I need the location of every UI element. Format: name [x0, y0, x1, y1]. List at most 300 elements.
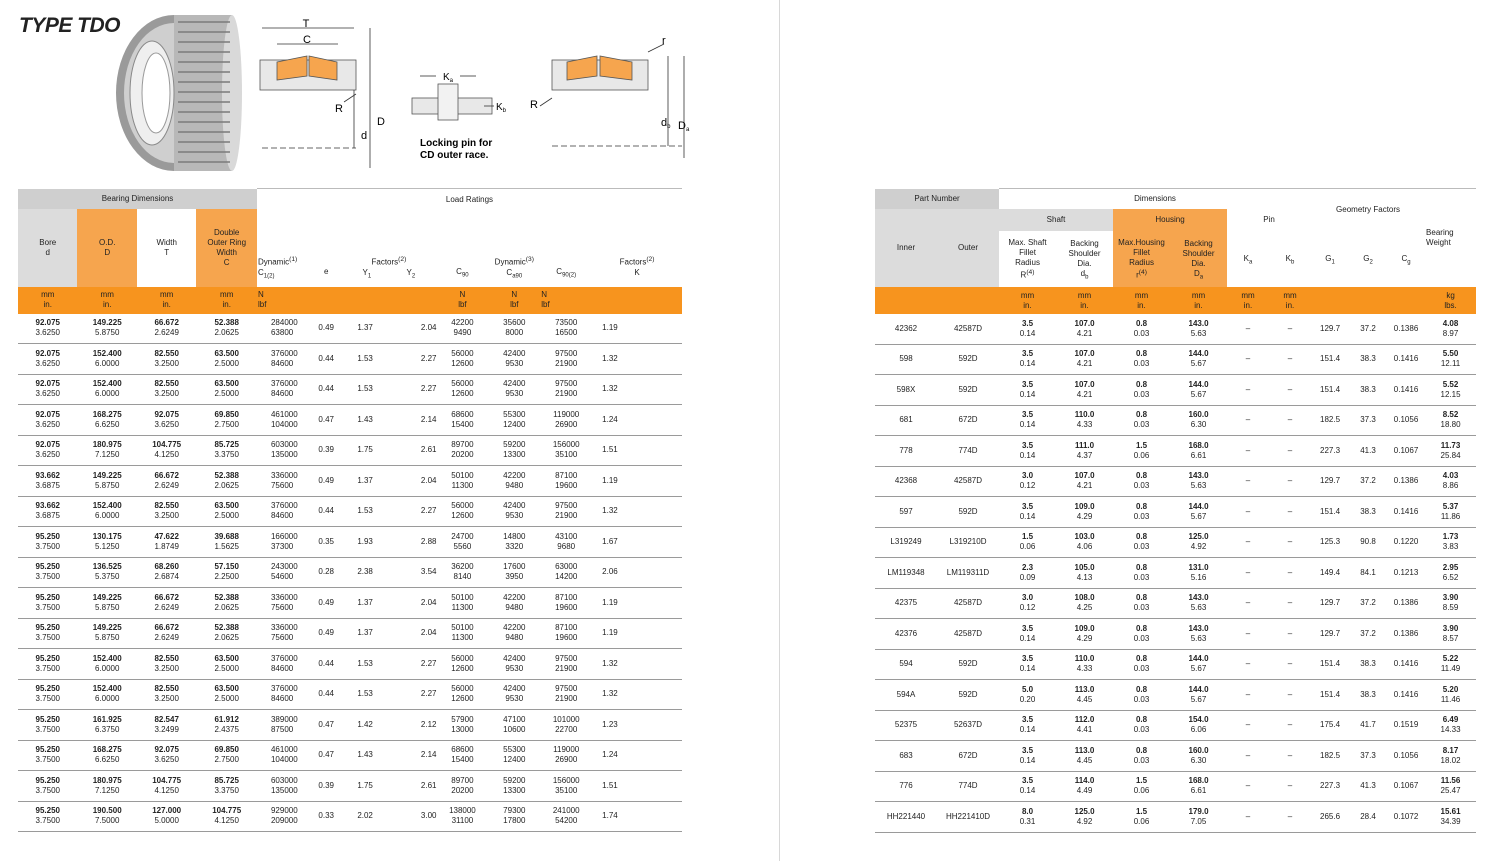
- outer-ring-width-cell: 69.850 2.7500: [196, 405, 257, 436]
- inner-part-cell: LM119348: [875, 558, 937, 589]
- outer-part-cell: 42587D: [937, 466, 999, 497]
- y1-cell: 1.43: [341, 405, 389, 436]
- shaft-shoulder-cell: 108.0 4.25: [1056, 588, 1113, 619]
- bore-cell: 95.250 3.7500: [18, 588, 77, 619]
- housing-fillet-cell: 0.8 0.03: [1113, 588, 1170, 619]
- outer-part-cell: 672D: [937, 405, 999, 436]
- shaft-fillet-cell: 3.0 0.12: [999, 588, 1056, 619]
- housing-shoulder-cell: 144.0 5.67: [1170, 497, 1227, 528]
- outer-part-cell: 42587D: [937, 588, 999, 619]
- shaft-fillet-cell: 3.5 0.14: [999, 375, 1056, 406]
- table-row: [875, 741, 1476, 772]
- figure-caption-line1: Locking pin for: [420, 138, 493, 149]
- table-row: [18, 344, 682, 375]
- weight-cell: 11.56 25.47: [1425, 771, 1476, 802]
- bore-header: Bore d: [18, 209, 77, 287]
- outer-ring-width-cell: 85.725 3.3750: [196, 771, 257, 802]
- ca90-cell: 59200 13300: [488, 435, 540, 466]
- g1-cell: 151.4: [1311, 375, 1349, 406]
- y2-cell: 2.27: [389, 679, 437, 710]
- inner-part-cell: 683: [875, 741, 937, 772]
- c90-cell: 56000 12600: [436, 679, 488, 710]
- bearing-dimensions-header: Bearing Dimensions: [18, 189, 257, 209]
- c90-cell: 50100 11300: [436, 618, 488, 649]
- g1-cell: 129.7: [1311, 588, 1349, 619]
- load-ratings-table: [18, 188, 682, 832]
- width-cell: 66.672 2.6249: [137, 588, 196, 619]
- cg-cell: 0.1416: [1387, 375, 1425, 406]
- kb-cell: –: [1269, 649, 1311, 680]
- y1-cell: 1.43: [341, 740, 389, 771]
- width-cell: 68.260 2.6874: [137, 557, 196, 588]
- table-row: [875, 314, 1476, 344]
- y2-cell: 2.14: [389, 405, 437, 436]
- g2-cell: 41.7: [1349, 710, 1387, 741]
- e-cell: 0.28: [311, 557, 341, 588]
- outer-ring-width-cell: 52.388 2.0625: [196, 618, 257, 649]
- ca90-cell: 42200 9480: [488, 588, 540, 619]
- bore-cell: 92.075 3.6250: [18, 405, 77, 436]
- width-header: Width T: [137, 209, 196, 287]
- kb-cell: –: [1269, 527, 1311, 558]
- housing-fillet-cell: 0.8 0.03: [1113, 527, 1170, 558]
- c90-cell: 56000 12600: [436, 496, 488, 527]
- housing-fillet-cell: 0.8 0.03: [1113, 558, 1170, 589]
- weight-cell: 5.52 12.15: [1425, 375, 1476, 406]
- shaft-fillet-cell: 3.5 0.14: [999, 405, 1056, 436]
- ka-cell: –: [1227, 771, 1269, 802]
- outer-ring-width-cell: 57.150 2.2500: [196, 557, 257, 588]
- od-cell: 190.500 7.5000: [77, 801, 136, 832]
- housing-fillet-cell: 0.8 0.03: [1113, 680, 1170, 711]
- inner-part-cell: L319249: [875, 527, 937, 558]
- y1-cell: 1.53: [341, 679, 389, 710]
- housing-shoulder-cell: 154.0 6.06: [1170, 710, 1227, 741]
- table-row: [875, 344, 1476, 375]
- width-cell: 104.775 4.1250: [137, 435, 196, 466]
- kb-cell: –: [1269, 375, 1311, 406]
- housing-fillet-cell: 0.8 0.03: [1113, 497, 1170, 528]
- outer-ring-width-cell: 61.912 2.4375: [196, 710, 257, 741]
- g2-cell: 41.3: [1349, 771, 1387, 802]
- bore-cell: 93.662 3.6875: [18, 496, 77, 527]
- kb-cell: –: [1269, 558, 1311, 589]
- cg-cell: 0.1386: [1387, 588, 1425, 619]
- inner-part-cell: 776: [875, 771, 937, 802]
- g2-cell: 38.3: [1349, 375, 1387, 406]
- table-row: [875, 375, 1476, 406]
- inner-part-cell: HH221440: [875, 802, 937, 833]
- weight-cell: 6.49 14.33: [1425, 710, 1476, 741]
- ka-cell: –: [1227, 527, 1269, 558]
- inner-part-cell: 681: [875, 405, 937, 436]
- outer-part-cell: 592D: [937, 649, 999, 680]
- y2-cell: 3.00: [389, 801, 437, 832]
- outer-part-cell: 672D: [937, 741, 999, 772]
- cg-cell: 0.1056: [1387, 741, 1425, 772]
- housing-shoulder-cell: 160.0 6.30: [1170, 405, 1227, 436]
- bearing-figures: [112, 8, 692, 183]
- housing-fillet-cell: 0.8 0.03: [1113, 466, 1170, 497]
- figure-caption-line2: CD outer race.: [420, 150, 489, 161]
- g1-cell: 151.4: [1311, 344, 1349, 375]
- e-cell: 0.49: [311, 588, 341, 619]
- cg-cell: 0.1220: [1387, 527, 1425, 558]
- c902-cell: 97500 21900: [540, 649, 592, 680]
- c90-cell: 36200 8140: [436, 557, 488, 588]
- y1-cell: 1.75: [341, 771, 389, 802]
- table-row: [18, 466, 682, 497]
- housing-fillet-cell: 0.8 0.03: [1113, 344, 1170, 375]
- dynamic-c1-cell: 336000 75600: [257, 466, 311, 497]
- dynamic-c1-cell: 336000 75600: [257, 618, 311, 649]
- outer-part-cell: 592D: [937, 497, 999, 528]
- g1-cell: 129.7: [1311, 314, 1349, 344]
- outer-part-cell: 52637D: [937, 710, 999, 741]
- housing-shoulder-cell: 143.0 5.63: [1170, 314, 1227, 344]
- width-cell: 82.550 3.2500: [137, 344, 196, 375]
- kb-cell: –: [1269, 771, 1311, 802]
- shaft-shoulder-cell: 107.0 4.21: [1056, 314, 1113, 344]
- c90-cell: 68600 15400: [436, 405, 488, 436]
- shaft-shoulder-cell: 113.0 4.45: [1056, 741, 1113, 772]
- k-cell: 1.19: [592, 618, 682, 649]
- c90-cell: 50100 11300: [436, 588, 488, 619]
- y2-cell: 2.04: [389, 466, 437, 497]
- table-row: [18, 557, 682, 588]
- table-row: [18, 740, 682, 771]
- e-cell: 0.47: [311, 740, 341, 771]
- g1-cell: 151.4: [1311, 680, 1349, 711]
- weight-cell: 4.08 8.97: [1425, 314, 1476, 344]
- weight-cell: 4.03 8.86: [1425, 466, 1476, 497]
- c902-cell: 63000 14200: [540, 557, 592, 588]
- c902-cell: 87100 19600: [540, 618, 592, 649]
- y2-cell: 2.14: [389, 740, 437, 771]
- ka-cell: –: [1227, 375, 1269, 406]
- table-row: [875, 619, 1476, 650]
- od-cell: 180.975 7.1250: [77, 771, 136, 802]
- g1-cell: 182.5: [1311, 741, 1349, 772]
- housing-shoulder-cell: 144.0 5.67: [1170, 375, 1227, 406]
- e-cell: 0.44: [311, 496, 341, 527]
- ca90-cell: 17600 3950: [488, 557, 540, 588]
- dim-d-label: d: [361, 130, 368, 142]
- c902-cell: 119000 26900: [540, 740, 592, 771]
- housing-fillet-cell: 0.8 0.03: [1113, 405, 1170, 436]
- kb-cell: –: [1269, 344, 1311, 375]
- cg-cell: 0.1519: [1387, 710, 1425, 741]
- dynamic-c1-cell: 603000 135000: [257, 771, 311, 802]
- outer-part-cell: 42587D: [937, 314, 999, 344]
- shaft-fillet-cell: 3.5 0.14: [999, 649, 1056, 680]
- housing-shoulder-cell: 143.0 5.63: [1170, 466, 1227, 497]
- y2-cell: 2.27: [389, 649, 437, 680]
- y1-cell: 1.53: [341, 496, 389, 527]
- ca90-cell: 55300 12400: [488, 740, 540, 771]
- table-row: [18, 649, 682, 680]
- cg-cell: 0.1067: [1387, 771, 1425, 802]
- ca90-cell: 47100 10600: [488, 710, 540, 741]
- od-cell: 152.400 6.0000: [77, 374, 136, 405]
- housing-fillet-cell: 0.8 0.03: [1113, 710, 1170, 741]
- outer-ring-width-cell: 52.388 2.0625: [196, 588, 257, 619]
- part-number-header: Part Number: [875, 189, 999, 210]
- g1-cell: 151.4: [1311, 649, 1349, 680]
- weight-cell: 5.20 11.46: [1425, 680, 1476, 711]
- y1-cell: 1.37: [341, 588, 389, 619]
- ka-cell: –: [1227, 344, 1269, 375]
- inner-part-cell: 594A: [875, 680, 937, 711]
- shaft-fillet-cell: 3.5 0.14: [999, 741, 1056, 772]
- cg-cell: 0.1416: [1387, 344, 1425, 375]
- dim-Kb-label: $K_b$: [496, 102, 507, 114]
- bore-cell: 95.250 3.7500: [18, 527, 77, 558]
- k-cell: 1.23: [592, 710, 682, 741]
- bore-cell: 95.250 3.7500: [18, 740, 77, 771]
- inner-part-cell: 52375: [875, 710, 937, 741]
- c90-cell: 57900 13000: [436, 710, 488, 741]
- ka-cell: –: [1227, 558, 1269, 589]
- g2-cell: 90.8: [1349, 527, 1387, 558]
- cg-cell: 0.1072: [1387, 802, 1425, 833]
- od-cell: 180.975 7.1250: [77, 435, 136, 466]
- housing-fillet-cell: 0.8 0.03: [1113, 314, 1170, 344]
- c902-header: $C_{90(2)}$: [540, 247, 592, 287]
- shaft-shoulder-cell: 109.0 4.29: [1056, 619, 1113, 650]
- shaft-shoulder-cell: 107.0 4.21: [1056, 375, 1113, 406]
- y2-cell: 2.04: [389, 588, 437, 619]
- shaft-shoulder-cell: 105.0 4.13: [1056, 558, 1113, 589]
- y1-cell: 1.42: [341, 710, 389, 741]
- weight-cell: 11.73 25.84: [1425, 436, 1476, 467]
- table-row: [875, 649, 1476, 680]
- y1-cell: 1.75: [341, 435, 389, 466]
- c90-cell: 56000 12600: [436, 649, 488, 680]
- outer-part-cell: 592D: [937, 375, 999, 406]
- shaft-fillet-cell: 2.3 0.09: [999, 558, 1056, 589]
- g2-cell: 38.3: [1349, 344, 1387, 375]
- outer-header: Outer: [937, 209, 999, 287]
- outer-ring-width-cell: 69.850 2.7500: [196, 740, 257, 771]
- weight-cell: 15.61 34.39: [1425, 802, 1476, 833]
- k-cell: 1.32: [592, 374, 682, 405]
- kb-cell: –: [1269, 314, 1311, 344]
- k-cell: 1.32: [592, 496, 682, 527]
- shaft-shoulder-cell: 125.0 4.92: [1056, 802, 1113, 833]
- table-row: [18, 588, 682, 619]
- ca90-cell: 42400 9530: [488, 374, 540, 405]
- housing-shoulder-cell: 144.0 5.67: [1170, 344, 1227, 375]
- kb-cell: –: [1269, 588, 1311, 619]
- od-header: O.D. D: [77, 209, 136, 287]
- dim-R2-label: R: [530, 99, 538, 111]
- width-cell: 82.550 3.2500: [137, 496, 196, 527]
- cg-cell: 0.1386: [1387, 466, 1425, 497]
- housing-fillet-cell: 0.8 0.03: [1113, 649, 1170, 680]
- kb-cell: –: [1269, 619, 1311, 650]
- ca90-cell: 42200 9480: [488, 466, 540, 497]
- y1-cell: 2.02: [341, 801, 389, 832]
- ca90-cell: 42400 9530: [488, 649, 540, 680]
- shaft-fillet-cell: 3.5 0.14: [999, 436, 1056, 467]
- k-cell: 1.24: [592, 405, 682, 436]
- c902-cell: 156000 35100: [540, 771, 592, 802]
- g1-cell: 129.7: [1311, 466, 1349, 497]
- table-row: [875, 588, 1476, 619]
- factors-y-header: Factors$^{(2)}$ $Y_1$ $Y_2$: [341, 247, 436, 287]
- bore-cell: 95.250 3.7500: [18, 801, 77, 832]
- k-cell: 2.06: [592, 557, 682, 588]
- shaft-fillet-cell: 3.5 0.14: [999, 314, 1056, 344]
- c902-cell: 87100 19600: [540, 466, 592, 497]
- inner-part-cell: 42362: [875, 314, 937, 344]
- ca90-cell: 59200 13300: [488, 771, 540, 802]
- ca90-cell: 42400 9530: [488, 496, 540, 527]
- e-cell: 0.44: [311, 374, 341, 405]
- kb-cell: –: [1269, 405, 1311, 436]
- e-cell: 0.44: [311, 344, 341, 375]
- dim-T-label: T: [302, 18, 310, 30]
- cg-cell: 0.1386: [1387, 619, 1425, 650]
- width-cell: 104.775 4.1250: [137, 771, 196, 802]
- g2-cell: 37.2: [1349, 619, 1387, 650]
- c90-cell: 56000 12600: [436, 374, 488, 405]
- y2-cell: 2.04: [389, 314, 437, 344]
- pin-header: Pin: [1227, 209, 1311, 231]
- dynamic-ca90-header: Dynamic$^{(3)}$ $C_{a90}$: [488, 247, 540, 287]
- housing-shoulder-cell: 125.0 4.92: [1170, 527, 1227, 558]
- c902-cell: 97500 21900: [540, 374, 592, 405]
- outer-ring-width-cell: 63.500 2.5000: [196, 374, 257, 405]
- shaft-shoulder-cell: 110.0 4.33: [1056, 405, 1113, 436]
- g2-header: $G_2$: [1349, 231, 1387, 287]
- bore-cell: 92.075 3.6250: [18, 344, 77, 375]
- outer-part-cell: LM119311D: [937, 558, 999, 589]
- housing-fillet-cell: 0.8 0.03: [1113, 741, 1170, 772]
- dynamic-c1-cell: 376000 84600: [257, 344, 311, 375]
- outer-ring-width-cell: 63.500 2.5000: [196, 496, 257, 527]
- shaft-shoulder-cell: 112.0 4.41: [1056, 710, 1113, 741]
- shaft-fillet-cell: 3.5 0.14: [999, 771, 1056, 802]
- e-cell: 0.49: [311, 466, 341, 497]
- table-row: [875, 802, 1476, 833]
- housing-shoulder-cell: 144.0 5.67: [1170, 649, 1227, 680]
- e-cell: 0.44: [311, 679, 341, 710]
- ka-cell: –: [1227, 466, 1269, 497]
- table-row: [875, 558, 1476, 589]
- dynamic-c1-cell: 603000 135000: [257, 435, 311, 466]
- dim-Ka-label: $K_a$: [443, 72, 454, 84]
- dynamic-c1-cell: 336000 75600: [257, 588, 311, 619]
- table-row: [875, 405, 1476, 436]
- kb-cell: –: [1269, 710, 1311, 741]
- dimensions-header: Dimensions: [999, 189, 1311, 210]
- kb-cell: –: [1269, 497, 1311, 528]
- dynamic-c1-cell: 376000 84600: [257, 649, 311, 680]
- g2-cell: 28.4: [1349, 802, 1387, 833]
- bore-cell: 92.075 3.6250: [18, 314, 77, 344]
- y2-cell: 3.54: [389, 557, 437, 588]
- e-header: e: [311, 247, 341, 287]
- inner-part-cell: 594: [875, 649, 937, 680]
- housing-fillet-cell: 1.5 0.06: [1113, 771, 1170, 802]
- k-cell: 1.19: [592, 314, 682, 344]
- shaft-fillet-cell: 5.0 0.20: [999, 680, 1056, 711]
- y1-cell: 1.53: [341, 374, 389, 405]
- ka-cell: –: [1227, 619, 1269, 650]
- shaft-fillet-cell: 8.0 0.31: [999, 802, 1056, 833]
- shaft-shoulder-cell: 109.0 4.29: [1056, 497, 1113, 528]
- kb-cell: –: [1269, 741, 1311, 772]
- e-cell: 0.47: [311, 710, 341, 741]
- dynamic-c1-cell: 376000 84600: [257, 496, 311, 527]
- y2-cell: 2.27: [389, 344, 437, 375]
- right-page: [782, 0, 1494, 861]
- table-row: [18, 618, 682, 649]
- od-cell: 149.225 5.8750: [77, 618, 136, 649]
- ca90-cell: 55300 12400: [488, 405, 540, 436]
- bore-cell: 95.250 3.7500: [18, 679, 77, 710]
- y1-cell: 1.37: [341, 314, 389, 344]
- bore-cell: 95.250 3.7500: [18, 618, 77, 649]
- g1-cell: 175.4: [1311, 710, 1349, 741]
- cg-cell: 0.1056: [1387, 405, 1425, 436]
- dynamic-c1-header: Dynamic$^{(1)}$ $C_{1(2)}$: [257, 247, 311, 287]
- shaft-fillet-cell: 3.5 0.14: [999, 344, 1056, 375]
- g1-cell: 129.7: [1311, 619, 1349, 650]
- housing-shoulder-cell: 143.0 5.63: [1170, 619, 1227, 650]
- e-cell: 0.33: [311, 801, 341, 832]
- shaft-shoulder-cell: 107.0 4.21: [1056, 344, 1113, 375]
- inner-part-cell: 42375: [875, 588, 937, 619]
- g1-cell: 151.4: [1311, 497, 1349, 528]
- od-cell: 149.225 5.8750: [77, 588, 136, 619]
- dynamic-c1-cell: 284000 63800: [257, 314, 311, 344]
- c902-cell: 97500 21900: [540, 496, 592, 527]
- y2-cell: 2.61: [389, 435, 437, 466]
- load-ratings-header: Load Ratings: [257, 189, 682, 247]
- outer-ring-width-cell: 63.500 2.5000: [196, 649, 257, 680]
- y2-cell: 2.12: [389, 710, 437, 741]
- y1-cell: 2.38: [341, 557, 389, 588]
- od-cell: 168.275 6.6250: [77, 405, 136, 436]
- c902-cell: 119000 26900: [540, 405, 592, 436]
- inner-part-cell: 598X: [875, 375, 937, 406]
- y2-cell: 2.04: [389, 618, 437, 649]
- ka-cell: –: [1227, 405, 1269, 436]
- housing-fillet-cell: 0.8 0.03: [1113, 619, 1170, 650]
- c90-header: $C_{90}$: [436, 247, 488, 287]
- inner-header: Inner: [875, 209, 937, 287]
- table-row: [875, 771, 1476, 802]
- ca90-cell: 14800 3320: [488, 527, 540, 558]
- c90-cell: 89700 20200: [436, 435, 488, 466]
- od-cell: 152.400 6.0000: [77, 496, 136, 527]
- shaft-header: Shaft: [999, 209, 1113, 231]
- c902-cell: 241000 54200: [540, 801, 592, 832]
- weight-cell: 3.90 8.57: [1425, 619, 1476, 650]
- od-cell: 130.175 5.1250: [77, 527, 136, 558]
- inner-part-cell: 597: [875, 497, 937, 528]
- k-cell: 1.74: [592, 801, 682, 832]
- outer-ring-width-cell: 63.500 2.5000: [196, 344, 257, 375]
- ka-cell: –: [1227, 710, 1269, 741]
- weight-cell: 8.17 18.02: [1425, 741, 1476, 772]
- c90-cell: 24700 5560: [436, 527, 488, 558]
- table-row: [875, 466, 1476, 497]
- bore-cell: 95.250 3.7500: [18, 710, 77, 741]
